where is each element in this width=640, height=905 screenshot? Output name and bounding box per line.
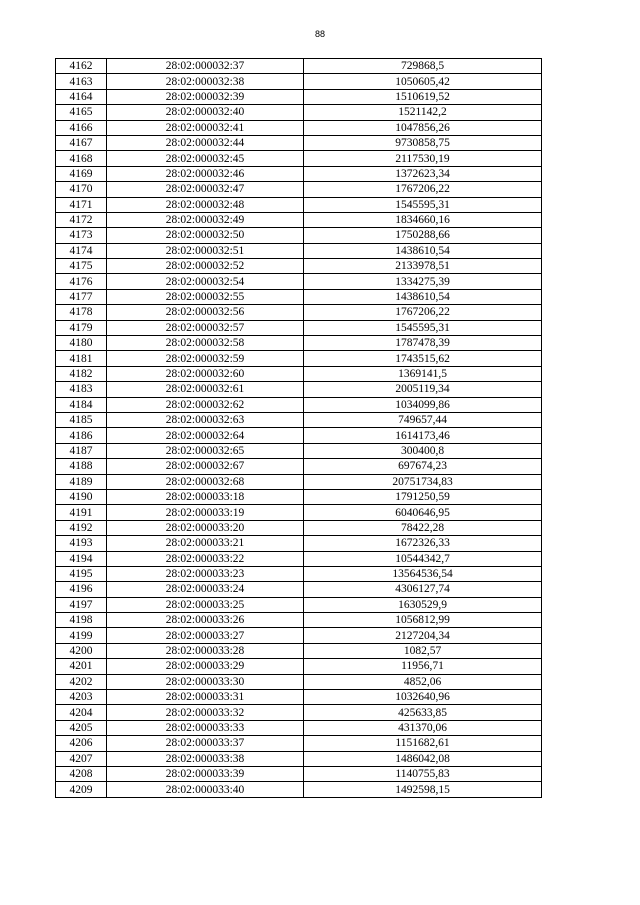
cadastral-number-cell: 28:02:000032:60 (107, 366, 304, 381)
table-row (56, 59, 542, 74)
cadastral-value-table (55, 58, 542, 798)
table-row (56, 782, 542, 797)
table-row (56, 705, 542, 720)
cadastral-value-cell: 729868,5 (304, 59, 542, 74)
table-row (56, 151, 542, 166)
cadastral-value-cell: 9730858,75 (304, 135, 542, 150)
table-row (56, 474, 542, 489)
cadastral-number-cell: 28:02:000033:29 (107, 659, 304, 674)
row-number-cell: 4164 (56, 89, 107, 104)
cadastral-number-cell: 28:02:000032:47 (107, 182, 304, 197)
row-number-cell: 4188 (56, 459, 107, 474)
table-row (56, 243, 542, 258)
row-number-cell: 4193 (56, 536, 107, 551)
row-number-cell: 4181 (56, 351, 107, 366)
cadastral-number-cell: 28:02:000032:48 (107, 197, 304, 212)
row-number-cell: 4199 (56, 628, 107, 643)
table-row (56, 135, 542, 150)
table-row (56, 105, 542, 120)
cadastral-value-cell: 4306127,74 (304, 582, 542, 597)
cadastral-value-cell: 1082,57 (304, 643, 542, 658)
cadastral-number-cell: 28:02:000033:28 (107, 643, 304, 658)
cadastral-number-cell: 28:02:000032:67 (107, 459, 304, 474)
cadastral-value-cell: 1750288,66 (304, 228, 542, 243)
table-row (56, 674, 542, 689)
table-row (56, 166, 542, 181)
row-number-cell: 4172 (56, 212, 107, 227)
row-number-cell: 4203 (56, 690, 107, 705)
table-row (56, 412, 542, 427)
cadastral-number-cell: 28:02:000032:52 (107, 259, 304, 274)
cadastral-number-cell: 28:02:000032:51 (107, 243, 304, 258)
row-number-cell: 4178 (56, 305, 107, 320)
cadastral-value-cell: 1834660,16 (304, 212, 542, 227)
table-row (56, 628, 542, 643)
cadastral-number-cell: 28:02:000032:68 (107, 474, 304, 489)
cadastral-number-cell: 28:02:000032:44 (107, 135, 304, 150)
table-row (56, 459, 542, 474)
table-row (56, 228, 542, 243)
table-row (56, 536, 542, 551)
table-row (56, 720, 542, 735)
row-number-cell: 4198 (56, 613, 107, 628)
table-row (56, 489, 542, 504)
table-row (56, 182, 542, 197)
table-row (56, 120, 542, 135)
row-number-cell: 4196 (56, 582, 107, 597)
row-number-cell: 4169 (56, 166, 107, 181)
row-number-cell: 4206 (56, 736, 107, 751)
cadastral-number-cell: 28:02:000032:40 (107, 105, 304, 120)
cadastral-value-cell: 1545595,31 (304, 320, 542, 335)
row-number-cell: 4194 (56, 551, 107, 566)
table-row (56, 690, 542, 705)
row-number-cell: 4171 (56, 197, 107, 212)
cadastral-value-cell: 2117530,19 (304, 151, 542, 166)
cadastral-number-cell: 28:02:000033:21 (107, 536, 304, 551)
row-number-cell: 4197 (56, 597, 107, 612)
cadastral-value-cell: 1047856,26 (304, 120, 542, 135)
row-number-cell: 4209 (56, 782, 107, 797)
cadastral-number-cell: 28:02:000033:33 (107, 720, 304, 735)
table-row (56, 336, 542, 351)
table-row (56, 212, 542, 227)
cadastral-value-cell: 1056812,99 (304, 613, 542, 628)
cadastral-number-cell: 28:02:000032:37 (107, 59, 304, 74)
row-number-cell: 4182 (56, 366, 107, 381)
cadastral-value-cell: 1630529,9 (304, 597, 542, 612)
row-number-cell: 4179 (56, 320, 107, 335)
row-number-cell: 4166 (56, 120, 107, 135)
cadastral-number-cell: 28:02:000033:18 (107, 489, 304, 504)
cadastral-value-cell: 425633,85 (304, 705, 542, 720)
cadastral-value-cell: 6040646,95 (304, 505, 542, 520)
table-row (56, 505, 542, 520)
cadastral-value-cell: 10544342,7 (304, 551, 542, 566)
cadastral-number-cell: 28:02:000033:23 (107, 566, 304, 581)
cadastral-number-cell: 28:02:000032:54 (107, 274, 304, 289)
table-row (56, 428, 542, 443)
cadastral-number-cell: 28:02:000033:40 (107, 782, 304, 797)
cadastral-value-cell: 78422,28 (304, 520, 542, 535)
cadastral-number-cell: 28:02:000032:59 (107, 351, 304, 366)
table-row (56, 74, 542, 89)
cadastral-number-cell: 28:02:000032:45 (107, 151, 304, 166)
cadastral-value-cell: 1767206,22 (304, 305, 542, 320)
table-row (56, 259, 542, 274)
cadastral-number-cell: 28:02:000032:49 (107, 212, 304, 227)
table-row (56, 382, 542, 397)
row-number-cell: 4167 (56, 135, 107, 150)
table-body (56, 59, 542, 798)
row-number-cell: 4187 (56, 443, 107, 458)
cadastral-value-cell: 1050605,42 (304, 74, 542, 89)
cadastral-number-cell: 28:02:000032:65 (107, 443, 304, 458)
cadastral-number-cell: 28:02:000033:39 (107, 766, 304, 781)
cadastral-value-cell: 1492598,15 (304, 782, 542, 797)
cadastral-number-cell: 28:02:000033:30 (107, 674, 304, 689)
row-number-cell: 4192 (56, 520, 107, 535)
cadastral-value-cell: 749657,44 (304, 412, 542, 427)
table-row (56, 736, 542, 751)
cadastral-value-cell: 1510619,52 (304, 89, 542, 104)
cadastral-value-cell: 2127204,34 (304, 628, 542, 643)
table-row (56, 643, 542, 658)
cadastral-value-cell: 1438610,54 (304, 243, 542, 258)
cadastral-value-cell: 697674,23 (304, 459, 542, 474)
table-row (56, 320, 542, 335)
row-number-cell: 4168 (56, 151, 107, 166)
row-number-cell: 4205 (56, 720, 107, 735)
cadastral-number-cell: 28:02:000032:39 (107, 89, 304, 104)
table-row (56, 89, 542, 104)
table-row (56, 751, 542, 766)
cadastral-value-cell: 20751734,83 (304, 474, 542, 489)
cadastral-number-cell: 28:02:000033:32 (107, 705, 304, 720)
cadastral-value-cell: 1791250,59 (304, 489, 542, 504)
cadastral-number-cell: 28:02:000033:22 (107, 551, 304, 566)
row-number-cell: 4207 (56, 751, 107, 766)
table-row (56, 351, 542, 366)
cadastral-value-cell: 1614173,46 (304, 428, 542, 443)
row-number-cell: 4174 (56, 243, 107, 258)
row-number-cell: 4180 (56, 336, 107, 351)
cadastral-number-cell: 28:02:000033:19 (107, 505, 304, 520)
cadastral-value-cell: 431370,06 (304, 720, 542, 735)
row-number-cell: 4204 (56, 705, 107, 720)
table-row (56, 551, 542, 566)
table-row (56, 274, 542, 289)
table-row (56, 443, 542, 458)
cadastral-value-cell: 11956,71 (304, 659, 542, 674)
row-number-cell: 4200 (56, 643, 107, 658)
row-number-cell: 4183 (56, 382, 107, 397)
cadastral-number-cell: 28:02:000032:55 (107, 289, 304, 304)
cadastral-value-cell: 300400,8 (304, 443, 542, 458)
cadastral-number-cell: 28:02:000032:50 (107, 228, 304, 243)
cadastral-number-cell: 28:02:000032:62 (107, 397, 304, 412)
cadastral-value-cell: 13564536,54 (304, 566, 542, 581)
cadastral-value-cell: 1521142,2 (304, 105, 542, 120)
row-number-cell: 4162 (56, 59, 107, 74)
cadastral-value-cell: 1672326,33 (304, 536, 542, 551)
cadastral-number-cell: 28:02:000032:64 (107, 428, 304, 443)
cadastral-value-cell: 2133978,51 (304, 259, 542, 274)
table-row (56, 305, 542, 320)
table-row (56, 289, 542, 304)
table-row (56, 659, 542, 674)
table-row (56, 766, 542, 781)
cadastral-number-cell: 28:02:000033:24 (107, 582, 304, 597)
row-number-cell: 4184 (56, 397, 107, 412)
cadastral-number-cell: 28:02:000032:56 (107, 305, 304, 320)
cadastral-value-cell: 1372623,34 (304, 166, 542, 181)
row-number-cell: 4165 (56, 105, 107, 120)
row-number-cell: 4195 (56, 566, 107, 581)
row-number-cell: 4185 (56, 412, 107, 427)
cadastral-number-cell: 28:02:000033:27 (107, 628, 304, 643)
cadastral-value-cell: 1032640,96 (304, 690, 542, 705)
cadastral-number-cell: 28:02:000033:31 (107, 690, 304, 705)
row-number-cell: 4173 (56, 228, 107, 243)
cadastral-number-cell: 28:02:000033:26 (107, 613, 304, 628)
table-row (56, 197, 542, 212)
row-number-cell: 4208 (56, 766, 107, 781)
row-number-cell: 4191 (56, 505, 107, 520)
row-number-cell: 4190 (56, 489, 107, 504)
cadastral-number-cell: 28:02:000032:61 (107, 382, 304, 397)
table-row (56, 520, 542, 535)
cadastral-value-cell: 1438610,54 (304, 289, 542, 304)
cadastral-value-cell: 1369141,5 (304, 366, 542, 381)
cadastral-number-cell: 28:02:000033:25 (107, 597, 304, 612)
table-row (56, 397, 542, 412)
cadastral-number-cell: 28:02:000032:57 (107, 320, 304, 335)
page-number: 88 (314, 29, 325, 39)
cadastral-value-cell: 1545595,31 (304, 197, 542, 212)
cadastral-value-cell: 1334275,39 (304, 274, 542, 289)
cadastral-value-cell: 1140755,83 (304, 766, 542, 781)
cadastral-value-cell: 1151682,61 (304, 736, 542, 751)
cadastral-value-cell: 4852,06 (304, 674, 542, 689)
table-row (56, 566, 542, 581)
row-number-cell: 4170 (56, 182, 107, 197)
cadastral-number-cell: 28:02:000032:58 (107, 336, 304, 351)
cadastral-number-cell: 28:02:000032:38 (107, 74, 304, 89)
cadastral-number-cell: 28:02:000032:41 (107, 120, 304, 135)
cadastral-number-cell: 28:02:000033:37 (107, 736, 304, 751)
row-number-cell: 4186 (56, 428, 107, 443)
cadastral-value-cell: 1787478,39 (304, 336, 542, 351)
row-number-cell: 4201 (56, 659, 107, 674)
cadastral-number-cell: 28:02:000032:46 (107, 166, 304, 181)
cadastral-value-cell: 1743515,62 (304, 351, 542, 366)
row-number-cell: 4189 (56, 474, 107, 489)
cadastral-value-cell: 1767206,22 (304, 182, 542, 197)
row-number-cell: 4177 (56, 289, 107, 304)
cadastral-value-cell: 2005119,34 (304, 382, 542, 397)
row-number-cell: 4163 (56, 74, 107, 89)
cadastral-number-cell: 28:02:000033:20 (107, 520, 304, 535)
row-number-cell: 4176 (56, 274, 107, 289)
cadastral-value-cell: 1486042,08 (304, 751, 542, 766)
table-row (56, 613, 542, 628)
table-row (56, 366, 542, 381)
table-row (56, 582, 542, 597)
cadastral-number-cell: 28:02:000033:38 (107, 751, 304, 766)
row-number-cell: 4202 (56, 674, 107, 689)
cadastral-number-cell: 28:02:000032:63 (107, 412, 304, 427)
table-row (56, 597, 542, 612)
cadastral-value-cell: 1034099,86 (304, 397, 542, 412)
row-number-cell: 4175 (56, 259, 107, 274)
